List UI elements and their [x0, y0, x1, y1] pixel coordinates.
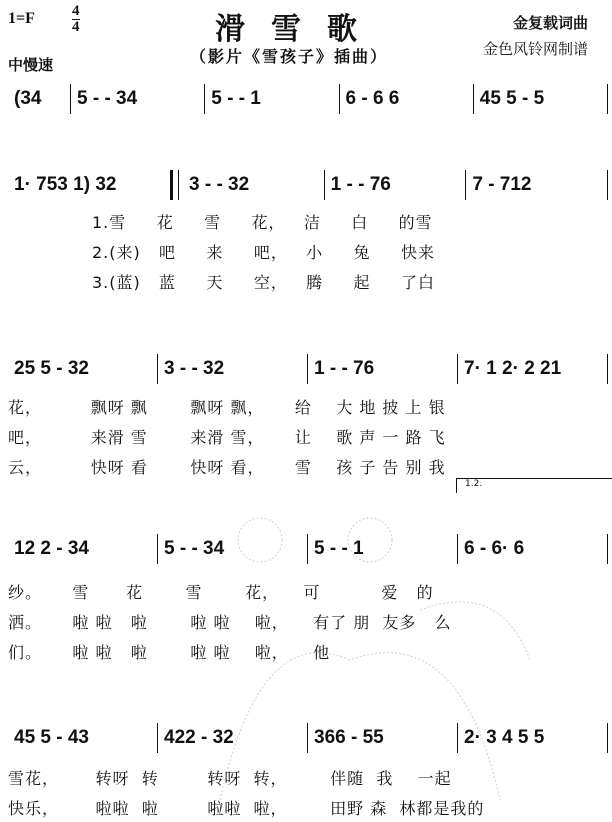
- measure: 1 - - 76: [314, 358, 375, 379]
- measure: 7 - 712: [472, 174, 532, 195]
- lyric-verse-3: 3.(蓝) 蓝 天 空， 腾 起 了白: [92, 273, 435, 292]
- measure: 5 - - 1: [211, 88, 261, 109]
- measure: 422 - 32: [164, 727, 234, 748]
- measure: 366 - 55: [314, 727, 384, 748]
- barline: [607, 723, 608, 753]
- lyric-verse-2: 快乐， 啦啦 啦 啦啦 啦， 田野 森 林都是我的: [8, 799, 485, 818]
- time-signature: [72, 4, 80, 35]
- barline: [607, 84, 608, 114]
- measure: 5 - - 34: [77, 88, 138, 109]
- barline: [607, 534, 608, 564]
- time-top: 4: [72, 3, 80, 19]
- measure: 3 - - 32: [164, 358, 225, 379]
- credit-lyrics: 金复载词曲: [512, 14, 588, 32]
- lyric-verse-3: 云， 快呀 看 快呀 看， 雪 孩 子 告 别 我: [8, 458, 446, 477]
- barline: [607, 354, 608, 384]
- measure: 7· 1 2· 2 21: [464, 358, 562, 379]
- measure: 1 - - 76: [330, 174, 391, 195]
- intro-ending: 1· 753 1) 32: [14, 174, 117, 195]
- system-3: [8, 356, 608, 382]
- lead-in: (34: [14, 88, 42, 109]
- measure: 3 - - 32: [189, 174, 250, 195]
- measure: 2· 3 4 5 5: [464, 727, 545, 748]
- lyric-verse-1: 雪花， 转呀 转 转呀 转， 伴随 我 一起: [8, 769, 452, 788]
- lyric-verse-2: 2.(来) 吧 来 吧， 小 兔 快来: [92, 243, 435, 262]
- system-1: [8, 86, 608, 112]
- tempo-marking: 中慢速: [8, 56, 54, 74]
- lyric-verse-1: 纱。 雪 花 雪 花， 可 爱 的: [8, 583, 434, 602]
- lyric-verse-2: 洒。 啦 啦 啦 啦 啦 啦， 有了 朋 友多 么: [8, 613, 452, 632]
- key-signature: 1=F: [8, 10, 35, 27]
- measure: 5 - - 34: [164, 538, 225, 559]
- lyric-verse-3: 们。 啦 啦 啦 啦 啦 啦， 他: [8, 643, 331, 662]
- song-title: 滑雪歌: [215, 12, 383, 47]
- repeat-start: [170, 170, 179, 200]
- volta-bracket: 1.2.: [456, 478, 612, 493]
- system-5: [8, 725, 608, 751]
- lyric-verse-1: 1.雪 花 雪 花， 洁 白 的雪: [92, 213, 433, 232]
- measure: 6 - 6· 6: [464, 538, 525, 559]
- barline: [607, 170, 608, 200]
- measure: 5 - - 1: [314, 538, 364, 559]
- system-2: [8, 172, 608, 198]
- song-subtitle: （影片《雪孩子》插曲）: [190, 47, 389, 66]
- lyric-verse-2: 吧， 来滑 雪 来滑 雪， 让 歌 声 一 路 飞: [8, 428, 446, 447]
- measure: 12 2 - 34: [14, 538, 89, 559]
- credit-score: 金色风铃网制谱: [482, 40, 588, 58]
- measure: 45 5 - 43: [14, 727, 89, 748]
- measure: 25 5 - 32: [14, 358, 89, 379]
- lyric-verse-1: 花， 飘呀 飘 飘呀 飘， 给 大 地 披 上 银: [8, 398, 446, 417]
- measure: 6 - 6 6: [345, 88, 400, 109]
- time-bottom: 4: [72, 19, 80, 35]
- measure: 45 5 - 5: [479, 88, 545, 109]
